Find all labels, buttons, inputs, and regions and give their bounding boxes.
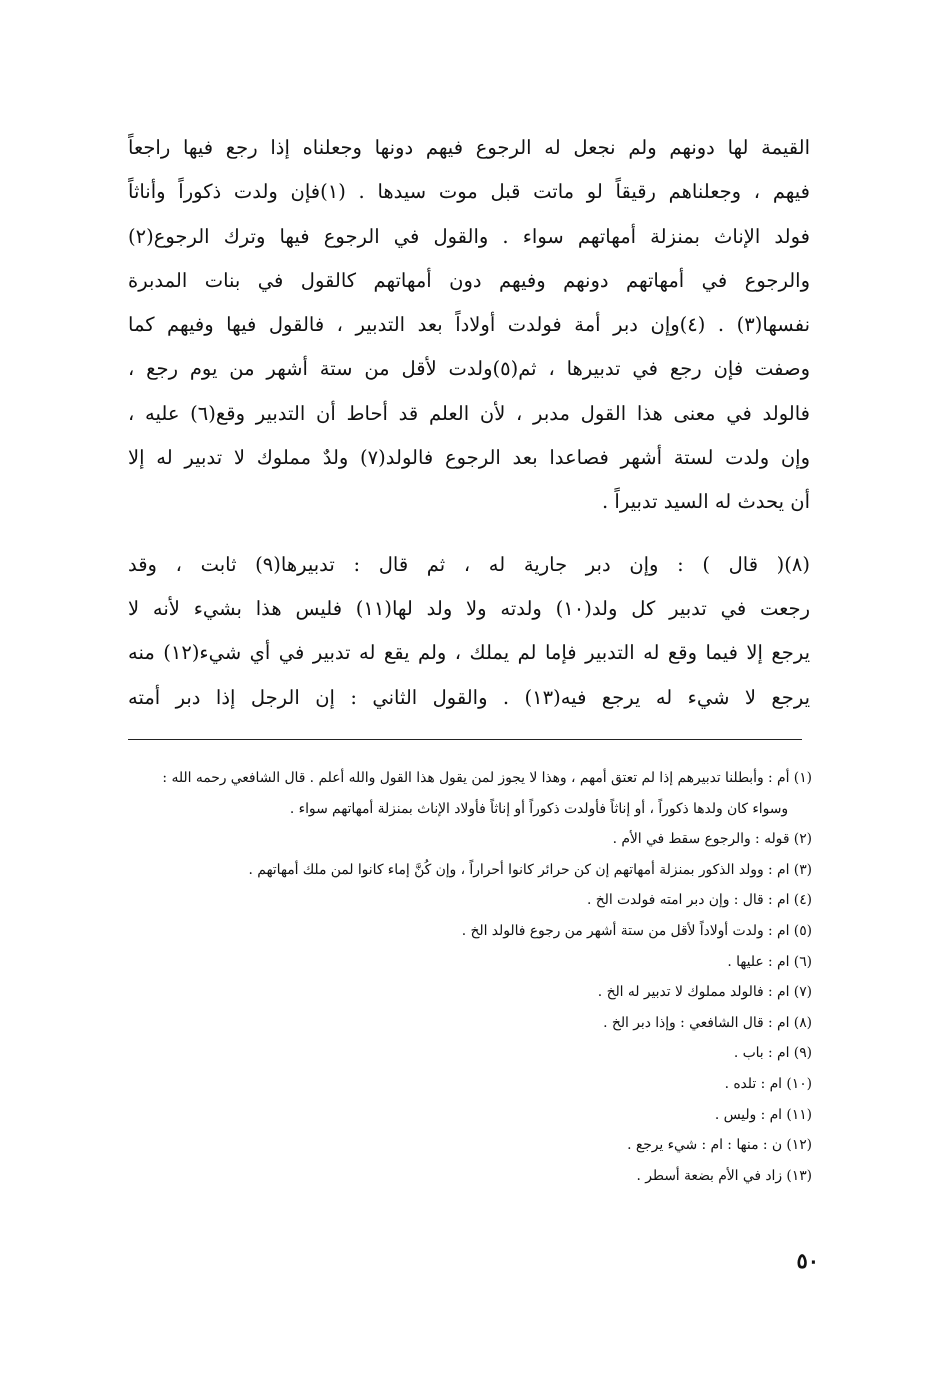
- main-text-line: وإن ولدت لستة أشهر فصاعدا بعد الرجوع فالولد(٧) ولدٌ مملوك لا تدبير له إلا: [128, 446, 810, 470]
- main-text-line: (٨)( قال ) : وإن دبر جارية له ، ثم قال : تدبيرها(٩) ثابت ، وقد: [128, 552, 810, 576]
- paragraph-gap: [128, 525, 810, 543]
- main-text-line: يرجع إلا فيما وقع له التدبير فإما لم يملك ، ولم يقع له تدبير في أي شيء(١٢) منه: [128, 641, 810, 665]
- footnote-2: (٢) قوله : والرجوع سقط في الأم .: [612, 831, 812, 848]
- footnote-12: (١٢) ن : منها : ام : شيء يرجع .: [627, 1137, 812, 1154]
- page-number: ٥٠: [796, 1248, 819, 1273]
- main-text-line: فيهم ، وجعلناهم رقيقاً لو ماتت قبل موت سيدها . (١)فإن ولدت ذكوراً وأناثاً: [128, 180, 810, 204]
- main-text-line: أن يحدث له السيد تدبيراً .: [602, 490, 810, 514]
- main-text-line: يرجع لا شيء له يرجع فيه(١٣) . والقول الثاني : إن الرجل إذا دبر أمته: [128, 685, 810, 709]
- footnote-3: (٣) ام : وولد الذكور بمنزلة أمهاتهم إن كن حرائر كانوا أحراراً ، وإن كُنَّ إماء كانوا لمن ملك أمهاتهم .: [248, 861, 812, 878]
- main-text-line: فولد الإناث بمنزلة أمهاتهم سواء . والقول في الرجوع فيها وترك الرجوع(٢): [128, 224, 810, 248]
- main-text-line: رجعت في تدبير كل ولد(١٠) ولدته ولا ولد لها(١١) فليس هذا بشيء لأنه لا: [128, 596, 810, 620]
- footnote-6: (٦) ام : عليها .: [727, 953, 812, 970]
- main-text-line: فالولد في معنى هذا القول مدبر ، لأن العلم قد أحاط أن التدبير وقع(٦) عليه ،: [128, 401, 810, 425]
- footnote-11: (١١) ام : وليس .: [714, 1106, 812, 1123]
- footnote-1-continuation: وسواء كان ولدها ذكوراً ، أو إناثاً فأولدت ذكوراً أو إناثاً فأولاد الإناث بمنزلة أمهاتهم سواء .: [289, 800, 788, 817]
- footnote-13: (١٣) زاد في الأم بضعة أسطر .: [636, 1167, 812, 1184]
- footnote-5: (٥) ام : ولدت أولاداً لأقل من ستة أشهر من رجوع فالولد الخ .: [461, 922, 812, 939]
- main-text-line: القيمة لها دونهم ولم نجعل له الرجوع فيهم دونها وجعلناه إذا رجع فيها راجعاً: [128, 136, 810, 159]
- main-text-line: وصفت فإن رجع في تدبيرها ، ثم(٥)ولدت لأقل من ستة أشهر من يوم رجع ،: [128, 357, 810, 381]
- footnote-8: (٨) ام : قال الشافعي : وإذا دبر الخ .: [603, 1014, 812, 1031]
- footnotes-block: [128, 763, 812, 1191]
- footnote-4: (٤) ام : قال : وإن دبر امته فولدت الخ .: [586, 892, 812, 909]
- main-text-block: [128, 126, 810, 720]
- footnote-7: (٧) ام : فالولد مملوك لا تدبير له الخ .: [597, 984, 812, 1001]
- footnote-10: (١٠) ام : تلده .: [724, 1075, 812, 1092]
- main-text-line: نفسها(٣) . (٤)وإن دبر أمة فولدت أولاداً بعد التدبير ، فالقول فيها وفيهم كما: [128, 313, 810, 337]
- footnote-1: (١) أم : وأبطلنا تدبيرهم إذا لم تعتق أمهم ، وهذا لا يجوز لمن يقول هذا القول والله أعلم . قال الشافعي رحمه الله :: [162, 770, 812, 786]
- main-text-line: والرجوع في أمهاتهم دونهم وفيهم دون أمهاتهم كالقول في بنات المدبرة: [128, 268, 810, 292]
- footnote-separator: [128, 739, 802, 740]
- footnote-9: (٩) ام : باب .: [733, 1045, 812, 1062]
